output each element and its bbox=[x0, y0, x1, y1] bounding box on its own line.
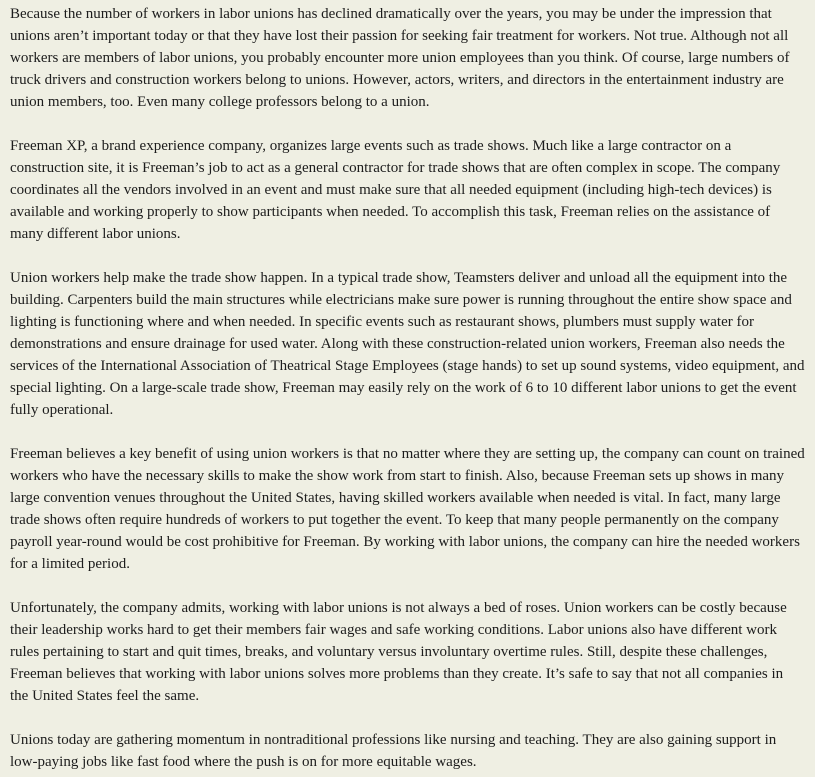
paragraph-challenges: Unfortunately, the company admits, working with labor unions is not always a bed of roses. Union workers can be costly because their leadership works hard to get their members fair wages and safe working conditions. Labor unions also have different work rules pertaining to start and quit times, breaks, and voluntary versus involuntary overtime rules. Still, despite these challenges, Freeman believes that working with labor unions solves more problems than they create. It’s safe to say that not all companies in the United States feel the same. bbox=[10, 600, 787, 704]
paragraph-union-decline: Because the number of workers in labor unions has declined dramatically over the years, you may be under the impression that unions aren’t important today or that they have lost their passion for seeking fair treatment for workers. Not true. Although not all workers are members of labor unions, you probably encounter more union employees than you think. Of course, large numbers of truck drivers and construction workers belong to unions. However, actors, writers, and directors in the entertainment industry are union members, too. Even many college professors belong to a union. bbox=[10, 6, 790, 110]
paragraph-key-benefit: Freeman believes a key benefit of using union workers is that no matter where they are setting up, the company can count on trained workers who have the necessary skills to make the show work from start to finish. Also, because Freeman sets up shows in many large convention venues throughout the United States, having skilled workers available when needed is vital. In fact, many large trade shows often require hundreds of workers to put together the event. To keep that many people permanently on the company payroll year-round would be cost prohibitive for Freeman. By working with labor unions, the company can hire the needed workers for a limited period. bbox=[10, 446, 805, 572]
paragraph-union-roles: Union workers help make the trade show happen. In a typical trade show, Teamsters deliver and unload all the equipment into the building. Carpenters build the main structures while electricians make sure power is running throughout the entire show space and lighting is functioning where and when needed. In specific events such as restaurant shows, plumbers must supply water for demonstrations and ensure drainage for used water. Along with these construction-related union workers, Freeman also needs the services of the International Association of Theatrical Stage Employees (stage hands) to set up sound systems, video equipment, and special lighting. On a large-scale trade show, Freeman may easily rely on the work of 6 to 10 different labor unions to get the event fully operational. bbox=[10, 270, 805, 418]
paragraph-freeman-intro: Freeman XP, a brand experience company, organizes large events such as trade shows. Much like a large contractor on a construction site, it is Freeman’s job to act as a general contractor for trade shows that are often complex in scope. The company coordinates all the vendors involved in an event and must make sure that all needed equipment (including high-tech devices) is available and working properly to show participants when needed. To accomplish this task, Freeman relies on the assistance of many different labor unions. bbox=[10, 138, 781, 242]
paragraph-momentum: Unions today are gathering momentum in nontraditional professions like nursing and teaching. They are also gaining support in low-paying jobs like fast food where the push is on for more equitable wages. bbox=[10, 732, 777, 770]
